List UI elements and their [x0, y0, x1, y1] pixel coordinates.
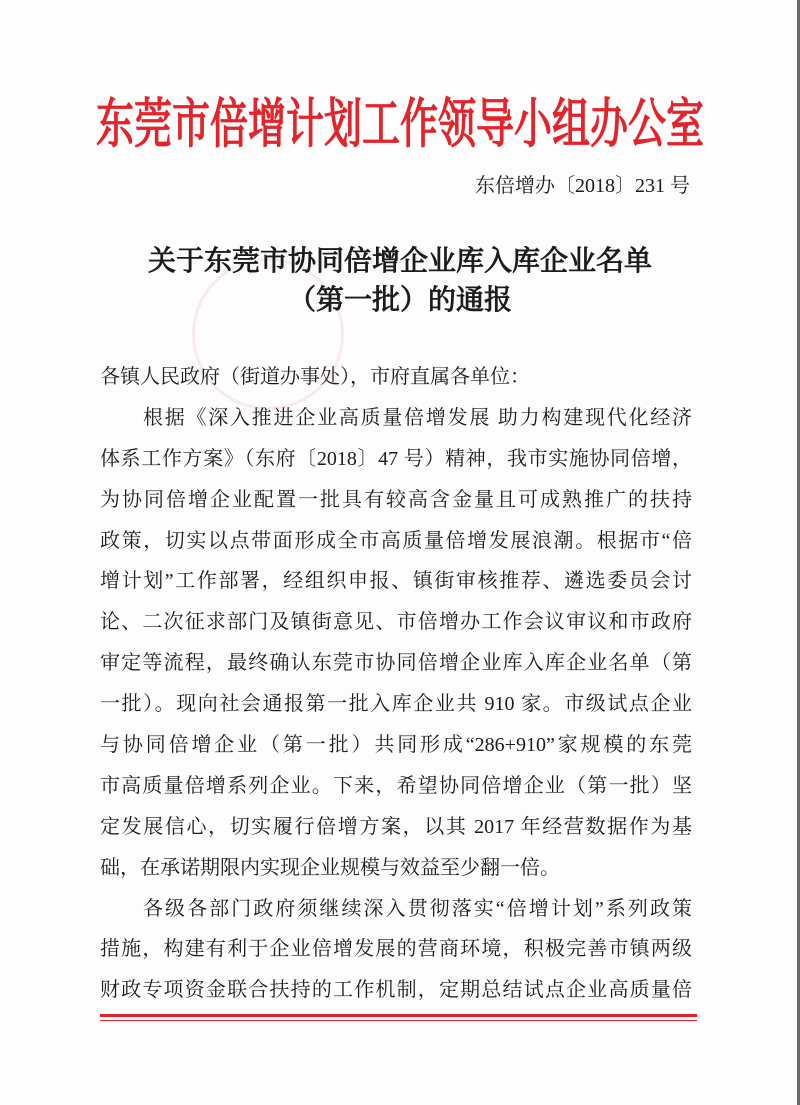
issuing-office-header: 东莞市倍增计划工作领导小组办公室 — [95, 95, 704, 155]
body-line: 政策，切实以点带面形成全市高质量倍增发展浪潮。根据市“倍 — [100, 529, 692, 552]
body-line: 措施，构建有利于企业倍增发展的营商环境，积极完善市镇两级 — [100, 938, 692, 961]
body-line: 定发展信心，切实履行倍增方案，以其 2017 年经营数据作为基 — [100, 815, 692, 838]
document-number: 东倍增办〔2018〕231 号 — [475, 175, 690, 197]
body-line: 财政专项资金联合扶持的工作机制，定期总结试点企业高质量倍 — [100, 979, 692, 1002]
body-line: 为协同倍增企业配置一批具有较高含金量且可成熟推广的扶持 — [100, 488, 692, 511]
document-title-line: （第一批）的通报 — [287, 285, 512, 316]
document-title-line: 关于东莞市协同倍增企业库入库企业名单 — [147, 246, 652, 277]
body-line: 论、二次征求部门及镇街意见、市倍增办工作会议审议和市政府 — [100, 611, 692, 634]
body-line: 与协同倍增企业（第一批）共同形成“286+910”家规模的东莞 — [100, 734, 692, 757]
red-rule — [100, 1020, 697, 1021]
body-line: 各级各部门政府须继续深入贯彻落实“倍增计划”系列政策 — [143, 897, 692, 920]
body-line: 市高质量倍增系列企业。下来，希望协同倍增企业（第一批）坚 — [100, 774, 692, 797]
salutation: 各镇人民政府（街道办事处），市府直属各单位： — [100, 366, 530, 388]
body-line: 审定等流程，最终确认东莞市协同倍增企业库入库企业名单（第 — [100, 652, 692, 675]
body-line: 一批）。现向社会通报第一批入库企业共 910 家。市级试点企业 — [100, 693, 692, 716]
body-line: 础，在承诺期限内实现企业规模与效益至少翻一倍。 — [100, 856, 560, 879]
body-line: 体系工作方案》（东府〔2018〕47 号）精神，我市实施协同倍增， — [100, 447, 692, 470]
body-line: 增计划”工作部署，经组织申报、镇街审核推荐、遴选委员会讨 — [100, 570, 692, 593]
body-line: 根据《深入推进企业高质量倍增发展 助力构建现代化经济 — [143, 406, 692, 429]
document-body — [100, 357, 692, 1011]
red-rule — [100, 1014, 697, 1017]
